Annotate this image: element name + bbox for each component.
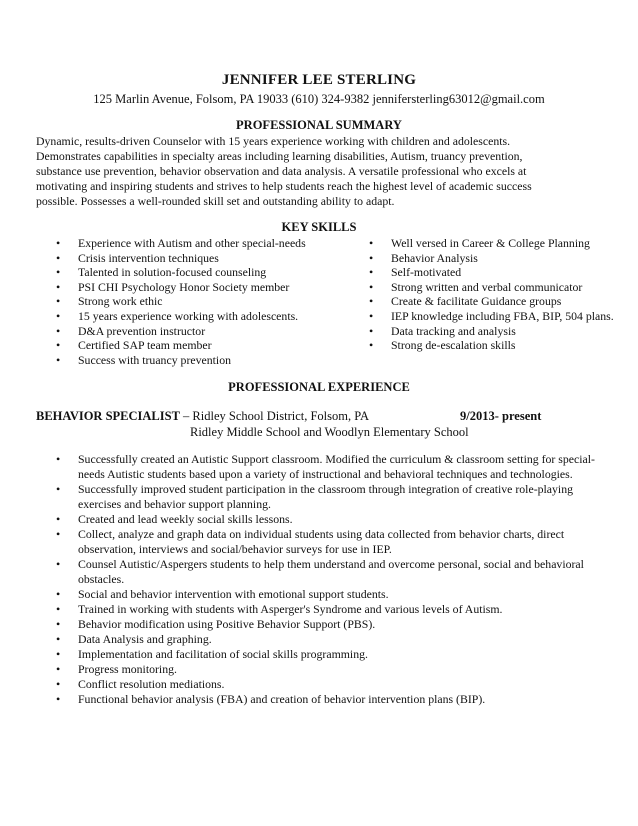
experience-item: • Functional behavior analysis (FBA) and creation of behavior intervention plans (BIP).: [52, 692, 612, 707]
skills-list-right: [365, 236, 637, 353]
summary-line: possible. Possesses a well-rounded skill set and outstanding ability to adapt.: [36, 194, 395, 208]
experience-item: • Trained in working with students with Asperger's Syndrome and various levels of Autism.: [52, 602, 612, 617]
skill-item: • Create & facilitate Guidance groups: [365, 294, 637, 309]
job-location: Ridley Middle School and Woodlyn Elementary School: [190, 425, 469, 439]
summary-line: substance use prevention, behavior observation and data analysis. A versatile professional who excels at: [36, 164, 527, 178]
experience-item: • Successfully created an Autistic Support classroom. Modified the curriculum & classroom setting for special-needs Autistic students based upon a variety of instructional and behavioral techniques and technologies.: [52, 452, 612, 482]
skill-item: • Behavior Analysis: [365, 251, 637, 266]
resume-name: JENNIFER LEE STERLING: [221, 72, 417, 88]
experience-item: • Counsel Autistic/Aspergers students to help them understand and overcome personal, social and behavioral obstacles.: [52, 557, 612, 587]
skill-item: • Strong work ethic: [52, 294, 362, 309]
experience-bullets: [52, 452, 612, 707]
skills-list-left: [52, 236, 362, 367]
experience-item: • Data Analysis and graphing.: [52, 632, 612, 647]
summary-line: Dynamic, results-driven Counselor with 15 years experience working with children and adolescents.: [36, 134, 511, 148]
skill-item: • PSI CHI Psychology Honor Society member: [52, 280, 362, 295]
skill-item: • Data tracking and analysis: [365, 324, 637, 339]
skill-item: • D&A prevention instructor: [52, 324, 362, 339]
job-title: BEHAVIOR SPECIALIST: [36, 409, 180, 423]
skill-item: • Strong written and verbal communicator: [365, 280, 637, 295]
job-employer: – Ridley School District, Folsom, PA: [179, 409, 370, 423]
experience-item: • Implementation and facilitation of social skills programming.: [52, 647, 612, 662]
experience-item: • Conflict resolution mediations.: [52, 677, 612, 692]
job-header: [36, 409, 616, 424]
experience-item: • Created and lead weekly social skills lessons.: [52, 512, 612, 527]
skill-item: • Self-motivated: [365, 265, 637, 280]
experience-item: • Successfully improved student participation in the classroom through integration of creative role-playing exercises and behavior support planning.: [52, 482, 612, 512]
experience-item: • Progress monitoring.: [52, 662, 612, 677]
job-dates: 9/2013- present: [460, 409, 542, 423]
skill-item: • IEP knowledge including FBA, BIP, 504 plans.: [365, 309, 637, 324]
skill-item: • Crisis intervention techniques: [52, 251, 362, 266]
experience-heading: PROFESSIONAL EXPERIENCE: [228, 380, 410, 394]
summary-line: motivating and inspiring students and strives to help students reach the highest level of academic success: [36, 179, 532, 193]
skill-item: • Experience with Autism and other special-needs: [52, 236, 362, 251]
summary-line: Demonstrates capabilities in specialty areas including learning disabilities, Autism, truancy prevention,: [36, 149, 523, 163]
skill-item: • 15 years experience working with adolescents.: [52, 309, 362, 324]
experience-item: • Social and behavior intervention with emotional support students.: [52, 587, 612, 602]
experience-item: • Collect, analyze and graph data on individual students using data collected from behavior charts, direct observation, interviews and social/behavior surveys for use in IEP.: [52, 527, 612, 557]
contact-line: 125 Marlin Avenue, Folsom, PA 19033 (610) 324-9382 jennifersterling63012@gmail.com: [93, 92, 545, 106]
skill-item: • Well versed in Career & College Planning: [365, 236, 637, 251]
skill-item: • Strong de-escalation skills: [365, 338, 637, 353]
skill-item: • Success with truancy prevention: [52, 353, 362, 368]
skill-item: • Certified SAP team member: [52, 338, 362, 353]
key-skills-heading: KEY SKILLS: [281, 220, 357, 234]
summary-text: [36, 134, 606, 209]
skill-item: • Talented in solution-focused counseling: [52, 265, 362, 280]
summary-heading: PROFESSIONAL SUMMARY: [236, 118, 402, 132]
experience-item: • Behavior modification using Positive Behavior Support (PBS).: [52, 617, 612, 632]
